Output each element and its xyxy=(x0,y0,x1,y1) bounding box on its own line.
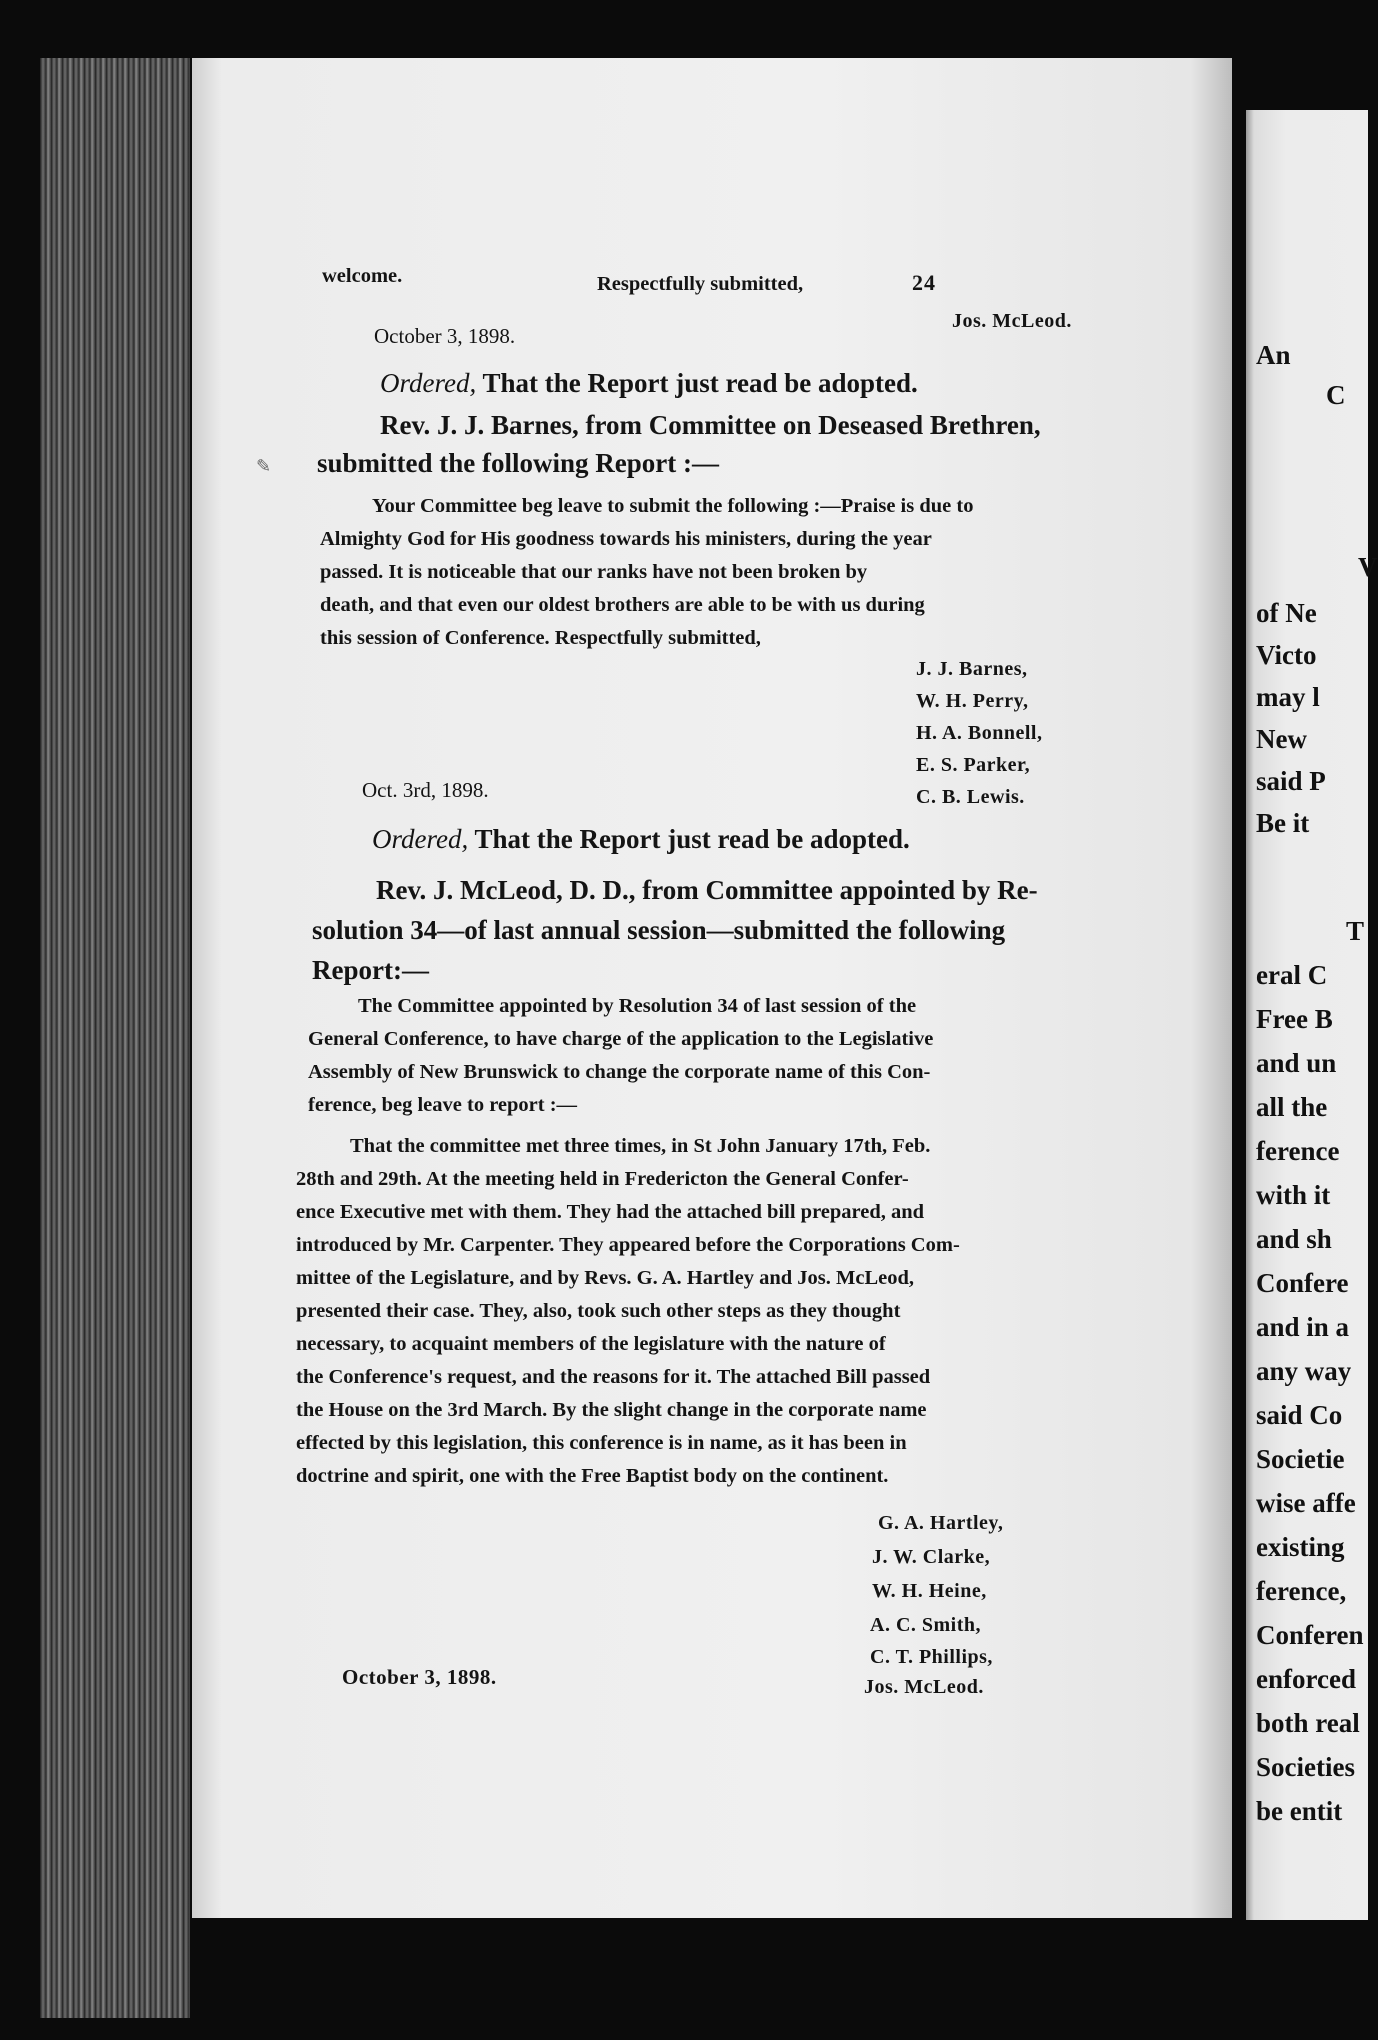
barnes-body-line: this session of Conference. Respectfully submitted, xyxy=(320,627,761,649)
barnes-body-line: passed. It is noticeable that our ranks have not been broken by xyxy=(320,561,868,583)
right-fragment: of Ne xyxy=(1256,598,1317,628)
top-signer: Jos. McLeod. xyxy=(952,310,1072,332)
right-fragment: be entit xyxy=(1256,1796,1343,1826)
right-fragment: and sh xyxy=(1256,1224,1332,1254)
right-fragment: may l xyxy=(1256,682,1320,712)
ordered-text: That the Report just read be adopted. xyxy=(468,824,910,854)
para2-line: the Conference's request, and the reasons for it. The attached Bill passed xyxy=(296,1366,931,1388)
ordered-label: Ordered, xyxy=(380,368,477,398)
para2-line: introduced by Mr. Carpenter. They appeared before the Corporations Com- xyxy=(296,1234,960,1256)
barnes-intro-2: submitted the following Report :— xyxy=(317,448,719,478)
page-number: 24 xyxy=(912,270,936,295)
right-fragment: Societies xyxy=(1256,1752,1355,1782)
right-fragment: said Co xyxy=(1256,1400,1343,1430)
para2-line: ence Executive met with them. They had the attached bill prepared, and xyxy=(296,1201,925,1223)
para2-line: presented their case. They, also, took such other steps as they thought xyxy=(296,1300,901,1322)
right-fragment: T xyxy=(1346,916,1365,946)
para2-line: 28th and 29th. At the meeting held in Fredericton the General Confer- xyxy=(296,1168,909,1190)
para1-line: General Conference, to have charge of the application to the Legislative xyxy=(308,1028,934,1050)
barnes-signer: C. B. Lewis. xyxy=(916,786,1025,808)
left-page xyxy=(192,58,1232,1918)
barnes-intro-1: Rev. J. J. Barnes, from Committee on Deseased Brethren, xyxy=(380,410,1041,440)
para2-line: the House on the 3rd March. By the slight change in the corporate name xyxy=(296,1399,927,1421)
barnes-signer: H. A. Bonnell, xyxy=(916,722,1043,744)
right-fragment: ference xyxy=(1256,1136,1340,1166)
barnes-body-line: Almighty God for His goodness towards his ministers, during the year xyxy=(320,528,932,550)
right-fragment: any way xyxy=(1256,1356,1352,1386)
mcleod-intro-line: Rev. J. McLeod, D. D., from Committee appointed by Re- xyxy=(376,875,1038,905)
right-fragment: C xyxy=(1326,380,1346,410)
right-fragment: and un xyxy=(1256,1048,1337,1078)
mcleod-signer: A. C. Smith, xyxy=(870,1614,982,1636)
right-fragment: and in a xyxy=(1256,1312,1350,1342)
right-fragment: said P xyxy=(1256,766,1326,796)
mcleod-signer: G. A. Hartley, xyxy=(878,1512,1004,1534)
mcleod-intro-line: Report:— xyxy=(312,955,429,985)
ordered-line-1 xyxy=(380,368,918,399)
para1-line: The Committee appointed by Resolution 34 of last session of the xyxy=(358,995,917,1017)
ordered-line-2 xyxy=(372,824,910,855)
right-fragment: V xyxy=(1358,552,1378,582)
para2-line: mittee of the Legislature, and by Revs. G. A. Hartley and Jos. McLeod, xyxy=(296,1267,914,1289)
barnes-date: Oct. 3rd, 1898. xyxy=(362,778,489,802)
top-date: October 3, 1898. xyxy=(374,324,516,348)
mcleod-signer: J. W. Clarke, xyxy=(872,1546,991,1568)
para1-line: ference, beg leave to report :— xyxy=(308,1094,578,1116)
right-fragment: wise affe xyxy=(1256,1488,1356,1518)
right-fragment: New xyxy=(1256,724,1307,754)
barnes-body-line: Your Committee beg leave to submit the following :—Praise is due to xyxy=(372,495,974,517)
ordered-text: That the Report just read be adopted. xyxy=(476,368,918,398)
right-fragment: Free B xyxy=(1256,1004,1333,1034)
mcleod-intro xyxy=(312,870,1132,990)
barnes-report-body xyxy=(320,490,1140,655)
para2-line: effected by this legislation, this conference is in name, as it has been in xyxy=(296,1432,907,1454)
mcleod-paragraph-2 xyxy=(296,1130,1130,1493)
ordered-label: Ordered, xyxy=(372,824,469,854)
right-page-edge xyxy=(1246,110,1378,1920)
right-fragment: Confere xyxy=(1256,1268,1349,1298)
right-fragment: An xyxy=(1256,340,1291,370)
para2-line: doctrine and spirit, one with the Free Baptist body on the continent. xyxy=(296,1465,889,1487)
right-fragment: enforced xyxy=(1256,1664,1356,1694)
book-spine-edge xyxy=(40,58,190,2018)
barnes-signer: E. S. Parker, xyxy=(916,754,1031,776)
right-fragment: both real xyxy=(1256,1708,1360,1738)
right-fragment: existing xyxy=(1256,1532,1345,1562)
para2-line: That the committee met three times, in St John January 17th, Feb. xyxy=(350,1135,931,1157)
right-fragment: eral C xyxy=(1256,960,1328,990)
barnes-body-line: death, and that even our oldest brothers are able to be with us during xyxy=(320,594,925,616)
right-fragment: Be it xyxy=(1256,808,1310,838)
mcleod-date: October 3, 1898. xyxy=(342,1665,497,1689)
barnes-signer: W. H. Perry, xyxy=(916,690,1029,712)
right-fragment: Societie xyxy=(1256,1444,1345,1474)
mcleod-paragraph-1 xyxy=(308,990,1128,1122)
right-fragment: with it xyxy=(1256,1180,1331,1210)
mcleod-intro-line: solution 34—of last annual session—submitted the following xyxy=(312,915,1006,945)
right-fragment: Conferen xyxy=(1256,1620,1364,1650)
right-fragment: Victo xyxy=(1256,640,1317,670)
right-fragment: ference, xyxy=(1256,1576,1347,1606)
mcleod-signer: Jos. McLeod. xyxy=(864,1676,984,1698)
mcleod-signer: C. T. Phillips, xyxy=(870,1646,993,1668)
top-respectfully: Respectfully submitted, xyxy=(597,273,804,295)
barnes-signer: J. J. Barnes, xyxy=(916,658,1028,680)
top-left-word: welcome. xyxy=(322,265,403,287)
right-fragment: all the xyxy=(1256,1092,1328,1122)
para1-line: Assembly of New Brunswick to change the corporate name of this Con- xyxy=(308,1061,931,1083)
mcleod-signer: W. H. Heine, xyxy=(872,1580,987,1602)
para2-line: necessary, to acquaint members of the legislature with the nature of xyxy=(296,1333,886,1355)
ink-mark: ✎ xyxy=(256,456,272,476)
